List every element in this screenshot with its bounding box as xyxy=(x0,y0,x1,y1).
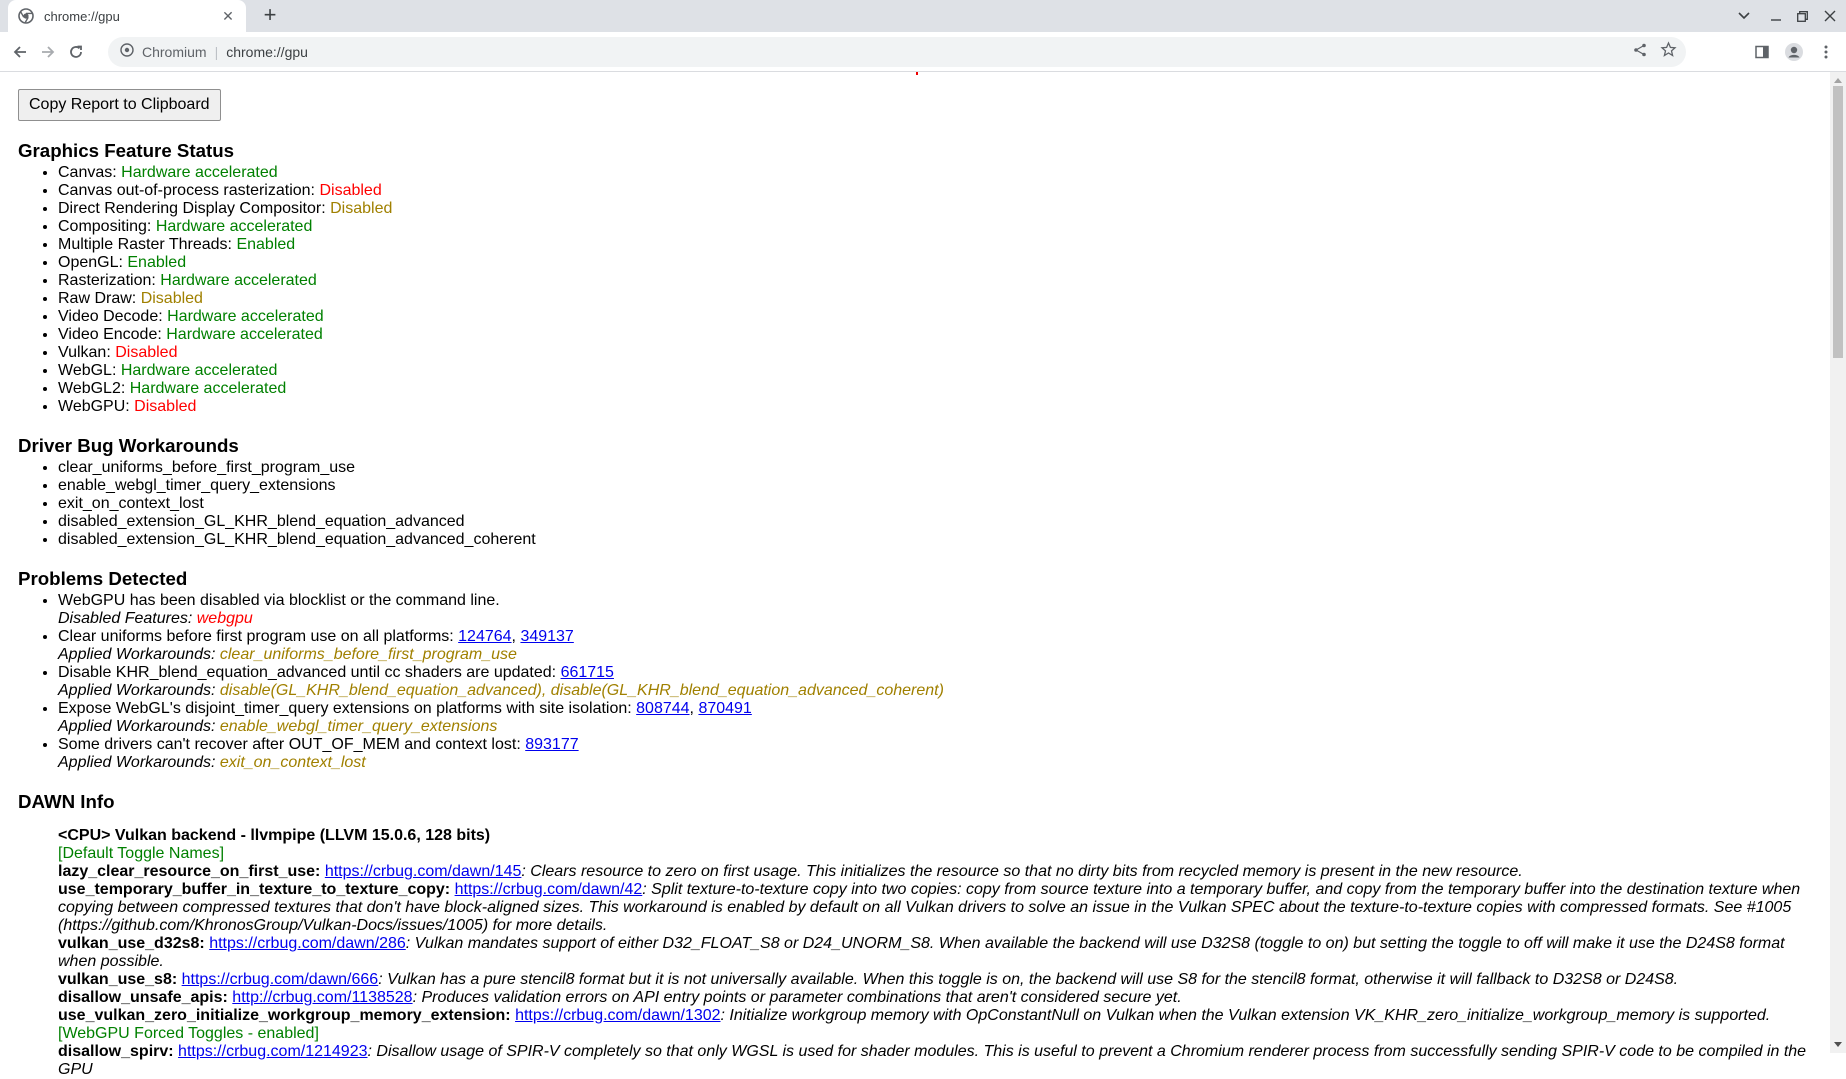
feature-label: Canvas out-of-process rasterization: xyxy=(58,182,320,199)
omnibox-url[interactable]: chrome://gpu xyxy=(226,44,308,60)
toggle-bug-link[interactable]: https://crbug.com/dawn/145 xyxy=(324,863,522,880)
forced-toggles-list xyxy=(58,1043,1812,1079)
problem-sub-line xyxy=(58,754,366,771)
workaround-item: • disabled_extension_GL_KHR_blend_equation_advanced xyxy=(58,513,1812,531)
problem-item xyxy=(58,628,1812,664)
problem-item xyxy=(58,664,1812,700)
problem-sub-value: webgpu xyxy=(196,610,253,627)
bug-link[interactable]: 124764 xyxy=(458,628,512,645)
feature-status-item xyxy=(58,200,1812,218)
problem-sub-value: disable(GL_KHR_blend_equation_advanced) xyxy=(219,682,542,699)
profile-avatar-icon[interactable] xyxy=(1780,38,1808,66)
problem-description: Expose WebGL's disjoint_timer_query extensions on platforms with site isolation: xyxy=(58,700,637,717)
feature-status-item xyxy=(58,362,1812,380)
tab-search-chevron-icon[interactable] xyxy=(1728,0,1760,32)
feature-status-value: Disabled xyxy=(115,344,178,361)
toggle-name: vulkan_use_s8: xyxy=(58,971,178,988)
workaround-item: • disabled_extension_GL_KHR_blend_equation_advanced_coherent xyxy=(58,531,1812,549)
reload-icon[interactable] xyxy=(62,38,90,66)
toggle-bug-link[interactable]: http://crbug.com/1138528 xyxy=(232,989,413,1006)
feature-status-value: Enabled xyxy=(236,236,296,253)
feature-label: Direct Rendering Display Compositor: xyxy=(58,200,331,217)
feature-label: Video Decode: xyxy=(58,308,168,325)
scrollbar-thumb[interactable] xyxy=(1833,86,1843,358)
feature-status-value: Hardware accelerated xyxy=(167,308,324,325)
default-toggles-list xyxy=(58,863,1812,1025)
feature-status-value: Hardware accelerated xyxy=(129,380,287,397)
problem-sub-label: Disabled Features: xyxy=(58,610,197,627)
feature-status-heading: Graphics Feature Status xyxy=(18,140,235,161)
toggle-description: : Vulkan mandates support of either D32_FLOAT_S8 or D24_UNORM_S8. When available the backend will use D32S8 (toggle to on) but setting the toggle to off will make it use the D24S8 format when possible. xyxy=(58,935,1785,970)
feature-label: Multiple Raster Threads: xyxy=(58,236,237,253)
link-separator: , xyxy=(689,700,699,717)
forced-toggles-header: [WebGPU Forced Toggles - enabled] xyxy=(58,1025,319,1042)
problem-sub-value: clear_uniforms_before_first_program_use xyxy=(219,646,517,663)
feature-status-item xyxy=(58,398,1812,416)
feature-status-item xyxy=(58,344,1812,362)
dawn-toggle-row xyxy=(58,1007,1812,1025)
workaround-item: • exit_on_context_lost xyxy=(58,495,1812,513)
feature-status-value: Hardware accelerated xyxy=(160,272,317,289)
problem-sub-value: enable_webgl_timer_query_extensions xyxy=(219,718,498,735)
dawn-toggle-row xyxy=(58,863,1812,881)
problem-sub-line xyxy=(58,682,944,699)
forward-arrow-icon[interactable] xyxy=(34,38,62,66)
problem-sub-value: disable(GL_KHR_blend_equation_advanced_coherent) xyxy=(550,682,944,699)
toggle-bug-link[interactable]: https://crbug.com/dawn/666 xyxy=(181,971,379,988)
feature-status-value: Hardware accelerated xyxy=(166,326,323,343)
toggle-name: use_temporary_buffer_in_texture_to_texture_copy: xyxy=(58,881,451,898)
site-info-icon[interactable] xyxy=(120,43,134,62)
dawn-toggle-row xyxy=(58,1043,1812,1079)
problem-sub-label: Applied Workarounds: xyxy=(58,646,220,663)
feature-status-item xyxy=(58,380,1812,398)
workaround-item: • enable_webgl_timer_query_extensions xyxy=(58,477,1812,495)
chromium-favicon-icon xyxy=(18,8,34,24)
feature-label: OpenGL: xyxy=(58,254,128,271)
problem-description: Clear uniforms before first program use on all platforms: xyxy=(58,628,459,645)
toggle-bug-link[interactable]: https://crbug.com/dawn/42 xyxy=(454,881,643,898)
problem-sub-line xyxy=(58,718,497,735)
bug-link[interactable]: 893177 xyxy=(525,736,579,753)
toggle-bug-link[interactable]: https://crbug.com/dawn/1302 xyxy=(515,1007,721,1024)
dawn-info-heading: DAWN Info xyxy=(18,791,115,812)
omnibox[interactable] xyxy=(108,37,1686,67)
problem-sub-label: Applied Workarounds: xyxy=(58,754,220,771)
feature-status-value: Disabled xyxy=(140,290,203,307)
workaround-item: • clear_uniforms_before_first_program_use xyxy=(58,459,1812,477)
workarounds-heading: Driver Bug Workarounds xyxy=(18,435,239,456)
kebab-menu-icon[interactable] xyxy=(1812,38,1840,66)
feature-label: WebGPU: xyxy=(58,398,135,415)
tab-chrome-gpu[interactable] xyxy=(8,0,246,32)
toggle-description: : Disallow usage of SPIR-V completely so that only WGSL is used for shader modules. This is useful to prevent a Chromium renderer process from successfully sending SPIR-V code to be compiled in the GPU xyxy=(58,1043,1807,1078)
toggle-name: vulkan_use_d32s8: xyxy=(58,935,205,952)
dawn-toggle-row xyxy=(58,881,1812,935)
side-panel-icon[interactable] xyxy=(1748,38,1776,66)
problem-item xyxy=(58,700,1812,736)
problem-sub-label: Applied Workarounds: xyxy=(58,682,220,699)
bug-link[interactable]: 661715 xyxy=(560,664,614,681)
problem-description: WebGPU has been disabled via blocklist or the command line. xyxy=(58,592,500,609)
gpu-page-content xyxy=(0,72,1830,1078)
bookmark-star-icon[interactable] xyxy=(1661,42,1676,62)
toggle-name: disallow_unsafe_apis: xyxy=(58,989,228,1006)
tab-close-icon[interactable]: ✕ xyxy=(222,7,234,24)
feature-status-value: Hardware accelerated xyxy=(155,218,313,235)
omnibox-origin: Chromium xyxy=(142,44,207,60)
feature-label: Vulkan: xyxy=(58,344,116,361)
feature-status-item xyxy=(58,290,1812,308)
feature-status-value: Disabled xyxy=(319,182,382,199)
feature-label: Compositing: xyxy=(58,218,156,235)
feature-status-value: Hardware accelerated xyxy=(121,164,278,181)
feature-status-item xyxy=(58,236,1812,254)
tab-strip xyxy=(0,0,1846,32)
back-arrow-icon[interactable] xyxy=(6,38,34,66)
toggle-bug-link[interactable]: https://crbug.com/1214923 xyxy=(178,1043,368,1060)
problem-item xyxy=(58,736,1812,772)
feature-status-item xyxy=(58,326,1812,344)
problem-description: Some drivers can't recover after OUT_OF_MEM and context lost: xyxy=(58,736,526,753)
copy-report-button[interactable]: Copy Report to Clipboard xyxy=(18,89,221,121)
page-scrollbar[interactable] xyxy=(1830,72,1846,1053)
feature-status-item xyxy=(58,182,1812,200)
dawn-toggle-row xyxy=(58,989,1812,1007)
feature-label: WebGL2: xyxy=(58,380,130,397)
feature-status-value: Enabled xyxy=(127,254,187,271)
close-window-icon[interactable] xyxy=(1814,0,1846,32)
toggle-description: : Vulkan has a pure stencil8 format but it is not universally available. When this toggle is on, the backend will use S8 for the stencil8 format, otherwise it will fallback to D32S8 or D24S8. xyxy=(378,971,1679,988)
problem-sub-line xyxy=(58,646,517,663)
toggle-description: : Initialize workgroup memory with OpConstantNull on Vulkan when the Vulkan extension VK_KHR_zero_initialize_workgroup_memory is supported. xyxy=(720,1007,1771,1024)
bug-link[interactable]: 808744 xyxy=(636,700,690,717)
scroll-up-arrow-icon[interactable] xyxy=(1834,78,1842,83)
feature-label: Rasterization: xyxy=(58,272,161,289)
feature-status-item xyxy=(58,218,1812,236)
toggle-description: : Split texture-to-texture copy into two copies: copy from source texture into a temporary buffer, and copy from the temporary buffer into the destination texture when copying between compressed textures that don't have block-aligned sizes. This workaround is enabled by default on all Vulkan drivers to solve an issue in the Vulkan SPEC about the texture-to-texture copies with compressed formats. See #1005 (https://github.com/KhronosGroup/Vulkan-Docs/issues/1005) for more details. xyxy=(58,881,1801,934)
problems-heading: Problems Detected xyxy=(18,568,188,589)
feature-status-list xyxy=(18,164,1812,416)
share-icon[interactable] xyxy=(1633,43,1647,62)
bug-link[interactable]: 349137 xyxy=(520,628,574,645)
workarounds-list xyxy=(18,459,1812,549)
tab-title: chrome://gpu xyxy=(44,8,120,24)
feature-label: Raw Draw: xyxy=(58,290,141,307)
omnibox-separator: | xyxy=(214,44,219,60)
feature-label: Video Encode: xyxy=(58,326,167,343)
toggle-name: disallow_spirv: xyxy=(58,1043,174,1060)
scroll-down-arrow-icon[interactable] xyxy=(1834,1042,1842,1047)
toggle-description: : Clears resource to zero on first usage. This initializes the resource so that no dirty bits from recycled memory is present in the new resource. xyxy=(521,863,1523,880)
problems-list xyxy=(18,592,1812,772)
problem-sub-label: Applied Workarounds: xyxy=(58,718,220,735)
feature-status-item xyxy=(58,254,1812,272)
new-tab-plus-icon[interactable]: + xyxy=(263,2,277,27)
feature-status-value: Hardware accelerated xyxy=(120,362,278,379)
toggle-description: : Produces validation errors on API entry points or parameter combinations that aren't considered secure yet. xyxy=(412,989,1182,1006)
feature-label: Canvas: xyxy=(58,164,122,181)
dawn-toggle-row xyxy=(58,935,1812,971)
problem-item xyxy=(58,592,1812,628)
problem-description: Disable KHR_blend_equation_advanced until cc shaders are updated: xyxy=(58,664,561,681)
problem-sub-line xyxy=(58,610,253,627)
feature-status-item xyxy=(58,164,1812,182)
toggle-name: lazy_clear_resource_on_first_use: xyxy=(58,863,321,880)
toggle-bug-link[interactable]: https://crbug.com/dawn/286 xyxy=(209,935,406,952)
feature-status-item xyxy=(58,308,1812,326)
feature-label: WebGL: xyxy=(58,362,121,379)
feature-status-item xyxy=(58,272,1812,290)
feature-status-value: Disabled xyxy=(134,398,197,415)
bug-link[interactable]: 870491 xyxy=(698,700,752,717)
feature-status-value: Disabled xyxy=(330,200,393,217)
default-toggles-header: [Default Toggle Names] xyxy=(58,845,225,862)
dawn-toggle-row xyxy=(58,971,1812,989)
dawn-backend-title: <CPU> Vulkan backend - llvmpipe (LLVM 15.0.6, 128 bits) xyxy=(58,827,491,844)
link-separator: , xyxy=(511,628,521,645)
toggle-name: use_vulkan_zero_initialize_workgroup_memory_extension: xyxy=(58,1007,511,1024)
problem-sub-value: exit_on_context_lost xyxy=(219,754,366,771)
browser-toolbar xyxy=(0,32,1846,72)
value-separator: , xyxy=(541,682,551,699)
dawn-info-block xyxy=(18,827,1812,1079)
